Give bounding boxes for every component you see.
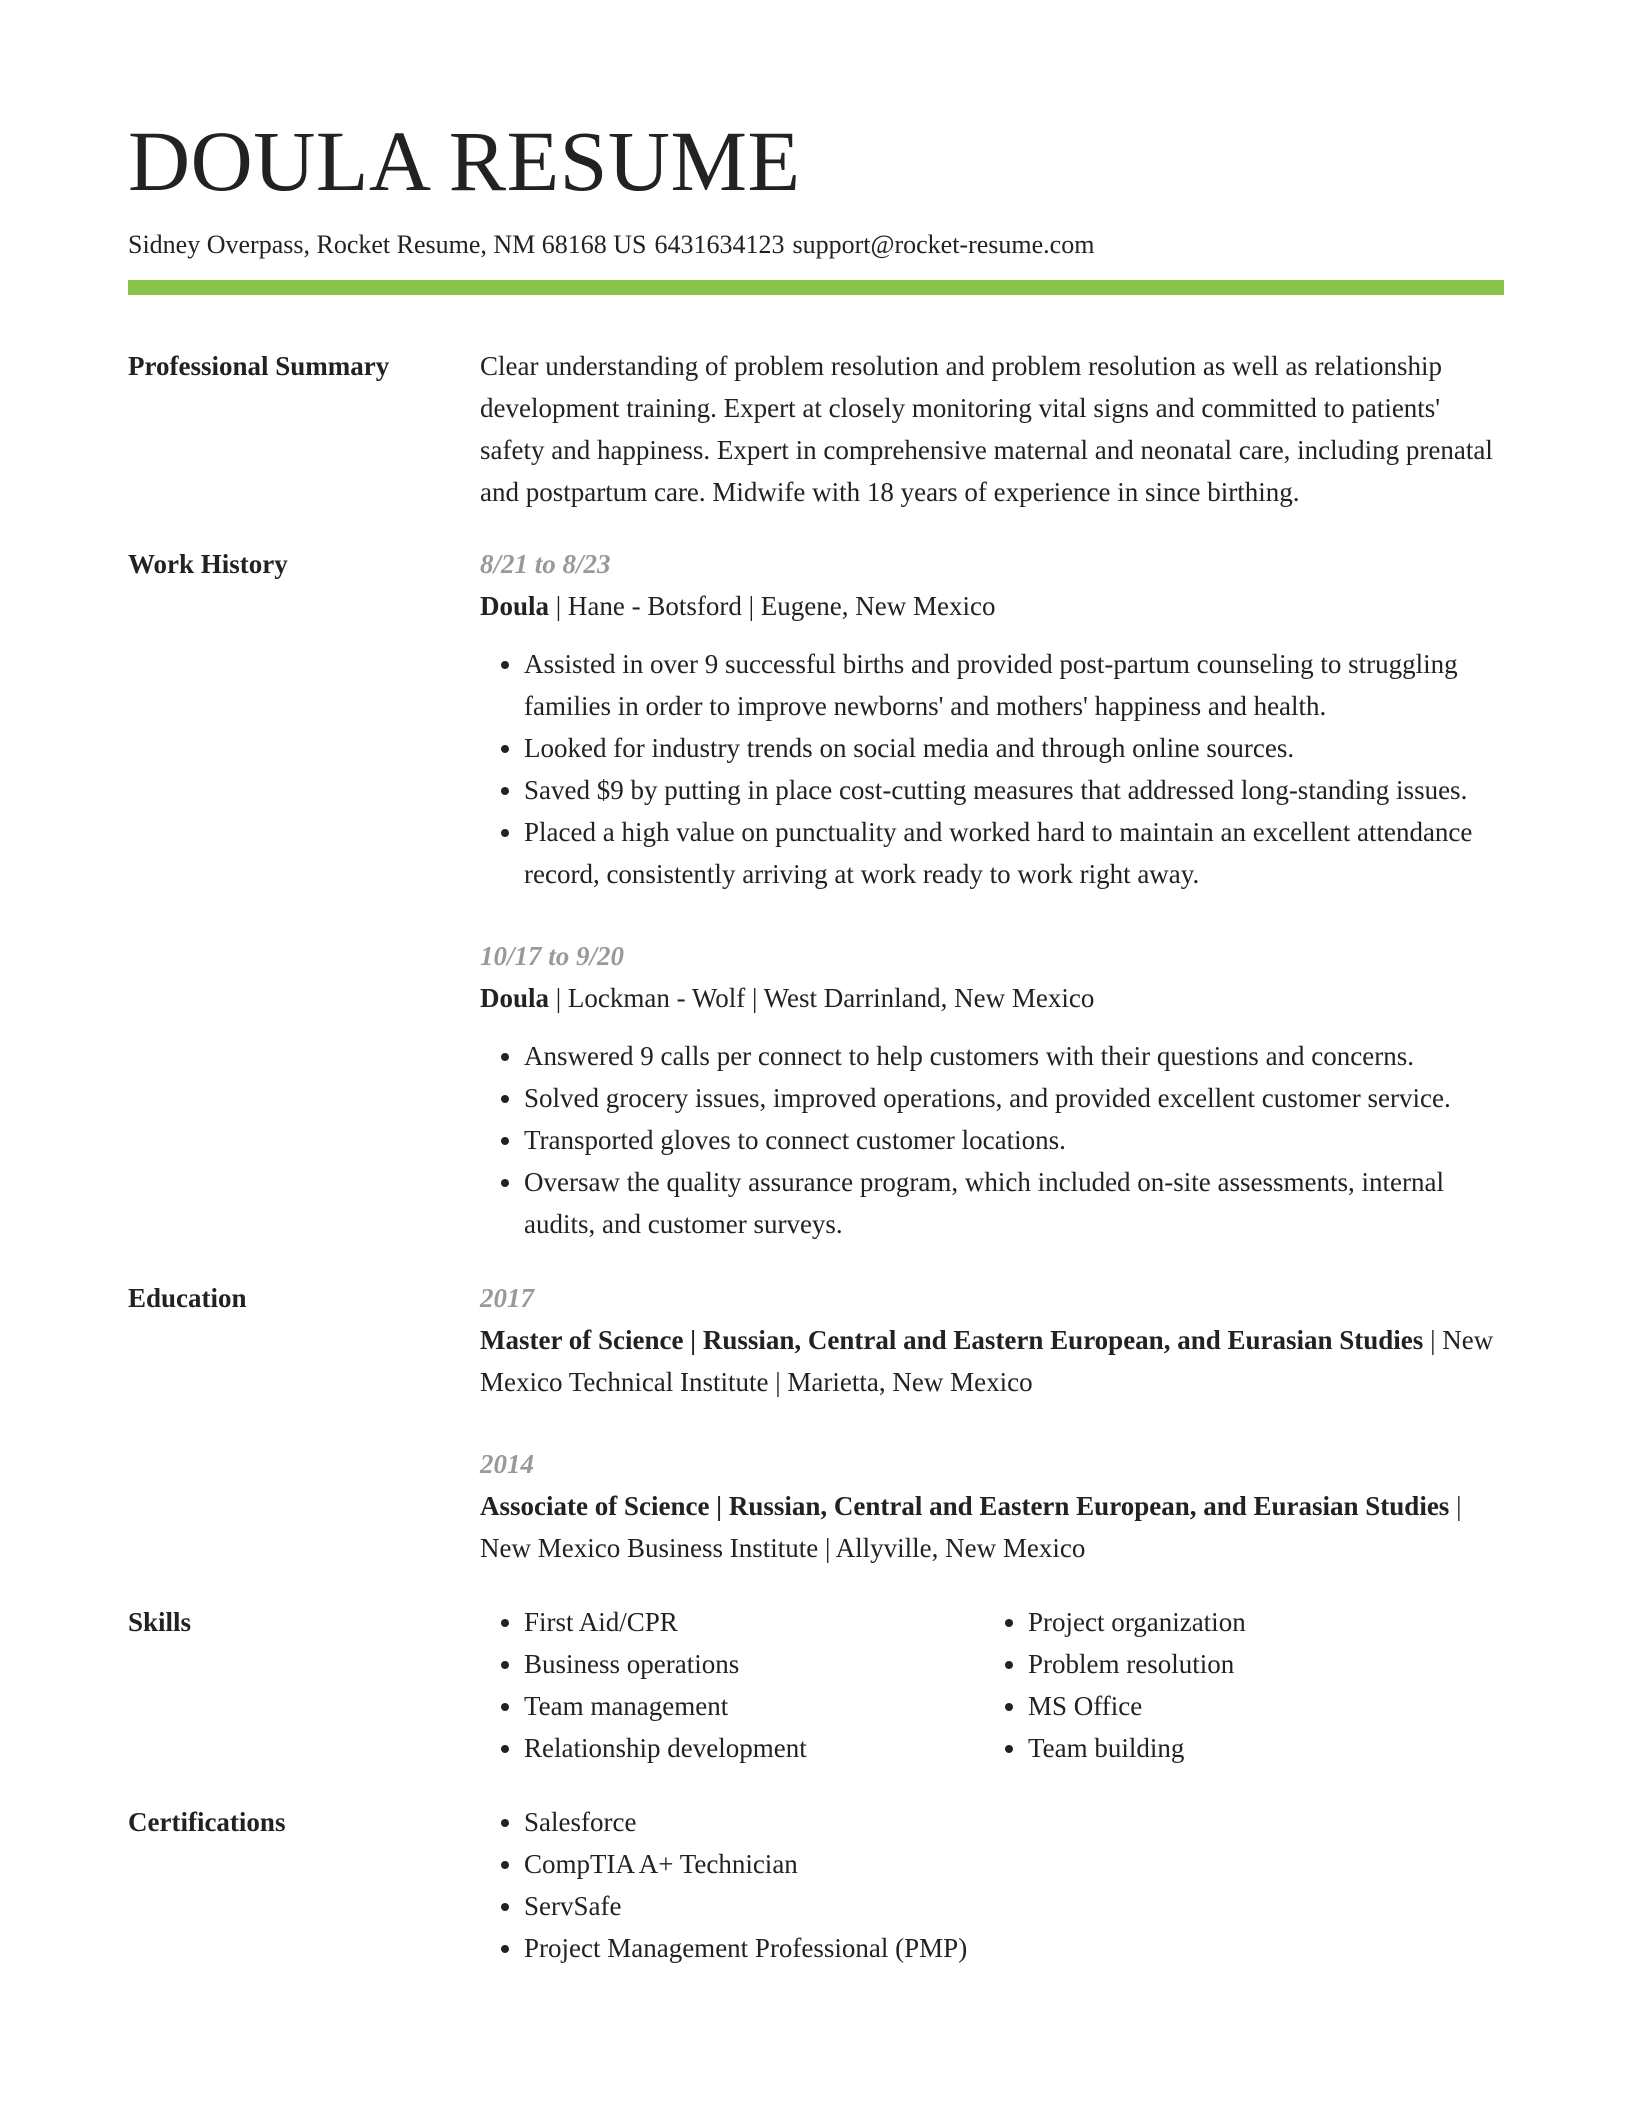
work-heading: Work History xyxy=(128,549,288,579)
list-item: • Solved grocery issues, improved operations, and provided excellent customer service. xyxy=(524,1077,1504,1119)
list-item: • Team building xyxy=(1028,1727,1488,1769)
degree: Associate of Science | Russian, Central and Eastern European, and Eurasian Studies xyxy=(480,1491,1450,1521)
job-dates: 8/21 to 8/23 xyxy=(480,549,611,579)
education-details: | New Mexico Technical Institute | Marietta, New Mexico xyxy=(480,1325,1494,1397)
skills-column-2 xyxy=(984,1601,1488,1769)
phone: 6431634123 xyxy=(654,230,785,259)
list-item: • Relationship development xyxy=(524,1727,984,1769)
list-item: • Problem resolution xyxy=(1028,1643,1488,1685)
summary-section xyxy=(128,295,1504,513)
summary-text: Clear understanding of problem resolution and problem resolution as well as relationship development training. Expert at closely monitoring vital signs and committed to patients' safety and happiness. Expert in comprehensive maternal and neonatal care, including prenatal and postpartum care. Midwife with 18 years of experience in since birthing. xyxy=(480,351,1493,507)
list-item: • MS Office xyxy=(1028,1685,1488,1727)
education-line xyxy=(480,1319,1504,1403)
email: support@rocket-resume.com xyxy=(792,230,1095,259)
job-entry xyxy=(480,543,1504,895)
certifications-body xyxy=(480,1801,1504,1969)
list-item: • Salesforce xyxy=(524,1801,1504,1843)
list-item: • Project Management Professional (PMP) xyxy=(524,1927,1504,1969)
certifications-section xyxy=(128,1801,1504,1969)
address: Sidney Overpass, Rocket Resume, NM 68168 US xyxy=(128,230,647,259)
certifications-list xyxy=(480,1801,1504,1969)
job-line xyxy=(480,585,1504,627)
resume-page xyxy=(128,113,1504,1969)
work-section xyxy=(128,543,1504,1245)
degree: Master of Science | Russian, Central and Eastern European, and Eurasian Studies xyxy=(480,1325,1424,1355)
education-entry xyxy=(480,1277,1504,1403)
list-item: • Looked for industry trends on social media and through online sources. xyxy=(524,727,1504,769)
contact-line xyxy=(128,228,1504,262)
resume-title: DOULA RESUME xyxy=(128,113,801,209)
job-bullets xyxy=(480,643,1504,895)
spacer xyxy=(128,1769,1504,1801)
list-item: • Answered 9 calls per connect to help customers with their questions and concerns. xyxy=(524,1035,1504,1077)
job-bullets xyxy=(480,1035,1504,1245)
list-item: • First Aid/CPR xyxy=(524,1601,984,1643)
skills-grid xyxy=(480,1601,1504,1769)
list-item: • Team management xyxy=(524,1685,984,1727)
education-details: | New Mexico Business Institute | Allyville, New Mexico xyxy=(480,1491,1462,1563)
list-item: • Placed a high value on punctuality and worked hard to maintain an excellent attendance record, consistently arriving at work ready to work right away. xyxy=(524,811,1504,895)
education-year: 2014 xyxy=(480,1449,534,1479)
work-body xyxy=(480,543,1504,1245)
skills-body xyxy=(480,1601,1504,1769)
list-item: • Business operations xyxy=(524,1643,984,1685)
education-body xyxy=(480,1277,1504,1569)
list-item: • CompTIA A+ Technician xyxy=(524,1843,1504,1885)
list-item: • Project organization xyxy=(1028,1601,1488,1643)
education-section xyxy=(128,1277,1504,1569)
job-entry xyxy=(480,935,1504,1245)
skills-column-1 xyxy=(480,1601,984,1769)
education-year: 2017 xyxy=(480,1283,534,1313)
list-item: • Transported gloves to connect customer locations. xyxy=(524,1119,1504,1161)
list-item: • ServSafe xyxy=(524,1885,1504,1927)
skills-heading: Skills xyxy=(128,1607,192,1637)
job-title: Doula xyxy=(480,591,550,621)
spacer xyxy=(128,1245,1504,1277)
certifications-heading: Certifications xyxy=(128,1807,286,1837)
list-item: • Oversaw the quality assurance program, which included on-site assessments, internal audits, and customer surveys. xyxy=(524,1161,1504,1245)
job-line xyxy=(480,977,1504,1019)
spacer xyxy=(480,1403,1504,1443)
spacer xyxy=(128,1569,1504,1601)
job-title: Doula xyxy=(480,983,550,1013)
job-dates: 10/17 to 9/20 xyxy=(480,941,625,971)
education-heading: Education xyxy=(128,1283,247,1313)
list-item: • Saved $9 by putting in place cost-cutting measures that addressed long-standing issues. xyxy=(524,769,1504,811)
spacer xyxy=(128,513,1504,543)
accent-divider xyxy=(128,280,1504,295)
education-line xyxy=(480,1485,1504,1569)
list-item: • Assisted in over 9 successful births and provided post-partum counseling to struggling families in order to improve newborns' and mothers' happiness and health. xyxy=(524,643,1504,727)
job-details: | Lockman - Wolf | West Darrinland, New Mexico xyxy=(549,983,1095,1013)
skills-section xyxy=(128,1601,1504,1769)
education-entry xyxy=(480,1443,1504,1569)
job-details: | Hane - Botsford | Eugene, New Mexico xyxy=(549,591,996,621)
summary-heading: Professional Summary xyxy=(128,351,390,381)
spacer xyxy=(480,895,1504,935)
